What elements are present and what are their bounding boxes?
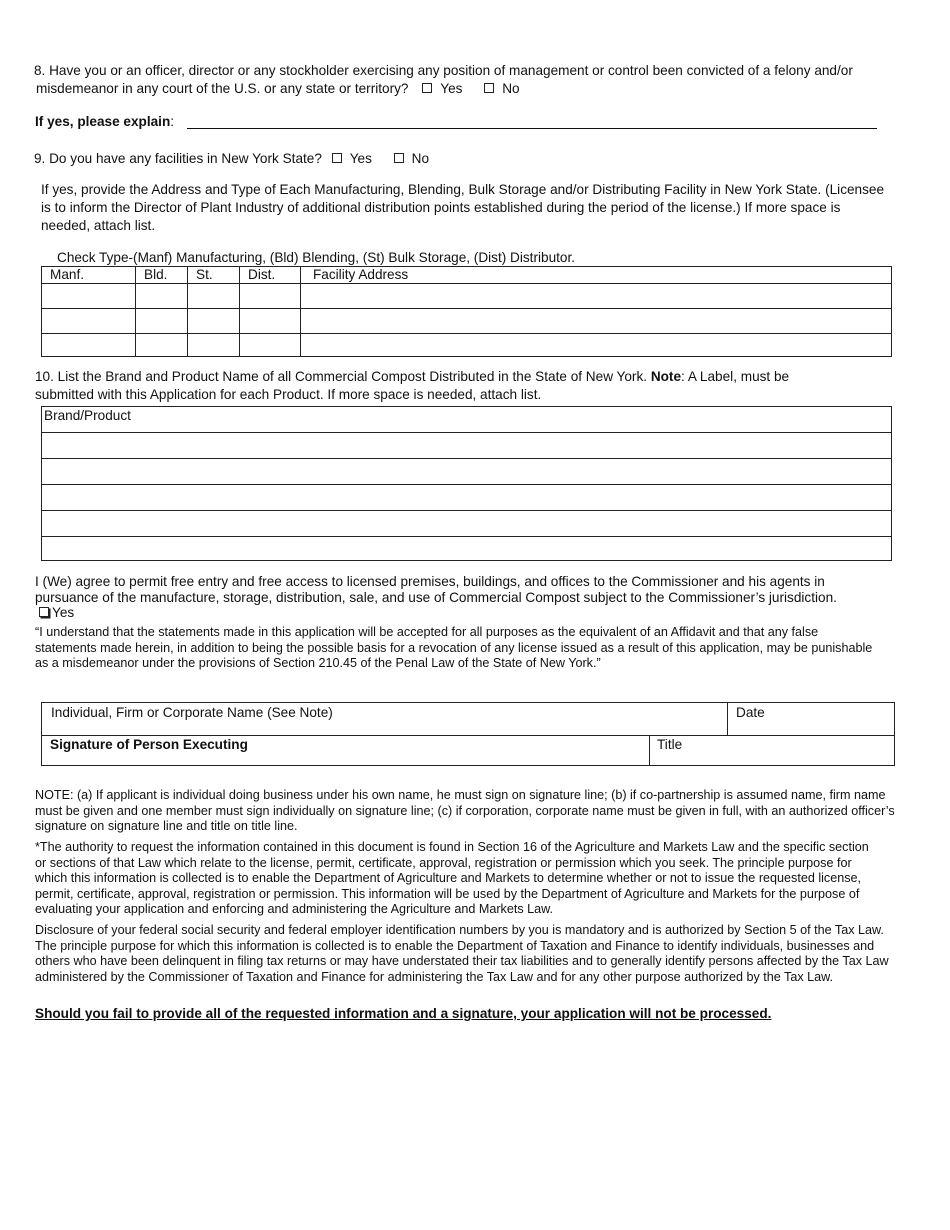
facility-cell[interactable] <box>240 334 301 357</box>
agreement-text: I (We) agree to permit free entry and free access to licensed premises, buildings, and offices to the Commissioner and his agents in pursuance of the manufacture, storage, distribution, sale, and use of Commercial Compost subject to the Commissioner’s jurisdiction. <box>35 574 837 605</box>
brand-cell[interactable] <box>42 537 892 561</box>
facility-cell[interactable] <box>188 309 240 334</box>
q9-yes-checkbox[interactable] <box>332 153 342 163</box>
col-dist: Dist. <box>240 267 301 284</box>
signature-block <box>41 702 895 766</box>
warning-statement: Should you fail to provide all of the requested information and a signature, your application will not be processed. <box>35 1006 772 1021</box>
q8-yes-label: Yes <box>440 81 463 96</box>
title-field-label: Title <box>657 737 683 752</box>
agreement-yes-checkbox[interactable] <box>39 607 49 617</box>
explain-label: If yes, please explain <box>35 114 171 129</box>
question-8-line-2: misdemeanor in any court of the U.S. or any state or territory? <box>36 81 409 96</box>
brand-cell[interactable] <box>42 511 892 537</box>
facility-table <box>41 266 892 357</box>
name-field[interactable] <box>42 703 728 736</box>
agreement-yes <box>37 605 74 620</box>
brand-cell[interactable] <box>42 433 892 459</box>
facility-cell[interactable] <box>301 309 892 334</box>
note-paragraph: NOTE: (a) If applicant is individual doing business under his own name, he must sign on signature line; (b) if co-partnership is assumed name, firm name must be given and one member must sign individually on signature line; (c) if corporation, corporate name must be given in full, with an authorized officer’s signature on signature line and title on title line. <box>35 788 895 833</box>
signature-field-label: Signature of Person Executing <box>50 737 248 752</box>
facility-cell[interactable] <box>42 334 136 357</box>
authority-paragraph: *The authority to request the information contained in this document is found in Section 16 of the Agriculture and Markets Law and the specific section or sections of that Law which relate to the license, permit, certificate, approval, registration or permission which you seek. The principle purpose for which this information is collected is to enable the Department of Agriculture and Markets to determine whether or not to issue the requested license, permit, certificate, approval, registration or permission. This information will be used by the Department of Agriculture and Markets for the purpose of evaluating your application and enforcing and administering the Agriculture and Markets Law. <box>35 840 869 916</box>
facility-table-header <box>42 267 892 284</box>
facility-cell[interactable] <box>42 309 136 334</box>
title-field[interactable] <box>650 736 894 765</box>
question-10-note-label: Note <box>650 369 682 384</box>
col-facility-address: Facility Address <box>301 267 892 284</box>
q9-no-label: No <box>411 151 430 166</box>
table-row <box>42 334 892 357</box>
signature-field[interactable] <box>42 736 650 765</box>
brand-table-header <box>42 407 892 433</box>
col-st: St. <box>188 267 240 284</box>
brand-cell[interactable] <box>42 459 892 485</box>
q9-yes-label: Yes <box>349 151 372 166</box>
question-10-text-2: : A Label, must be submitted with this Application for each Product. If more space is needed, attach list. <box>35 369 790 402</box>
facility-cell[interactable] <box>301 284 892 309</box>
question-9-text: 9. Do you have any facilities in New York State? <box>34 151 322 166</box>
col-brand-product: Brand/Product <box>42 407 892 433</box>
affidavit-statement: “I understand that the statements made in this application will be accepted for all purposes as the equivalent of an Affidavit and that any false statements made herein, in addition to being the possible basis for a revocation of any license issued as a result of this application, may be punishable as a misdemeanor under the provisions of Section 210.45 of the Penal Law of the State of New York.” <box>35 625 873 670</box>
q9-no-checkbox[interactable] <box>394 153 404 163</box>
explain-input-line[interactable] <box>187 128 877 129</box>
q8-yes-checkbox[interactable] <box>422 83 432 93</box>
facility-cell[interactable] <box>136 334 188 357</box>
brand-cell[interactable] <box>42 485 892 511</box>
table-row <box>42 284 892 309</box>
col-bld: Bld. <box>136 267 188 284</box>
facility-cell[interactable] <box>301 334 892 357</box>
table-row <box>42 485 892 511</box>
explain-row <box>35 114 174 129</box>
q8-no-checkbox[interactable] <box>484 83 494 93</box>
name-field-label: Individual, Firm or Corporate Name (See Note) <box>51 705 333 720</box>
agreement-yes-label: Yes <box>52 605 75 620</box>
question-9 <box>34 151 429 166</box>
explain-colon: : <box>170 114 175 129</box>
disclosure-paragraph: Disclosure of your federal social security and federal employer identification numbers by you is mandatory and is authorized by Section 5 of the Tax Law. The principle purpose for which this information is collected is to enable the Department of Taxation and Finance to identify individuals, businesses and others who have been delinquent in filing tax returns or may have understated their tax liabilities and to generally identify persons affected by the Tax Law administered by the Commissioner of Taxation and Finance for administering the Tax Law and for any other purpose authorized by the Tax Law. <box>35 923 889 984</box>
table-row <box>42 537 892 561</box>
table-row <box>42 433 892 459</box>
table-row <box>42 459 892 485</box>
col-manf: Manf. <box>42 267 136 284</box>
question-10 <box>35 368 835 404</box>
facility-cell[interactable] <box>240 284 301 309</box>
facility-cell[interactable] <box>136 284 188 309</box>
q8-no-label: No <box>502 81 520 96</box>
question-8 <box>34 62 914 98</box>
facility-cell[interactable] <box>188 334 240 357</box>
facility-cell[interactable] <box>240 309 301 334</box>
facility-cell[interactable] <box>188 284 240 309</box>
question-10-text-1: 10. List the Brand and Product Name of all Commercial Compost Distributed in the State of New York. <box>35 369 648 384</box>
facility-cell[interactable] <box>42 284 136 309</box>
check-type-legend: Check Type-(Manf) Manufacturing, (Bld) Blending, (St) Bulk Storage, (Dist) Distributor. <box>57 250 576 265</box>
q9-instructions: If yes, provide the Address and Type of Each Manufacturing, Blending, Bulk Storage and/or Distributing Facility in New York State. (Licensee is to inform the Director of Plant Industry of additional distribution points established during the period of the license.) If more space is needed, attach list. <box>41 182 885 233</box>
facility-cell[interactable] <box>136 309 188 334</box>
brand-product-table <box>41 406 892 561</box>
date-field[interactable] <box>728 703 894 736</box>
question-8-line-1: 8. Have you or an officer, director or any stockholder exercising any position of management or control been convicted of a felony and/or <box>34 63 853 78</box>
table-row <box>42 309 892 334</box>
date-field-label: Date <box>736 705 765 720</box>
table-row <box>42 511 892 537</box>
